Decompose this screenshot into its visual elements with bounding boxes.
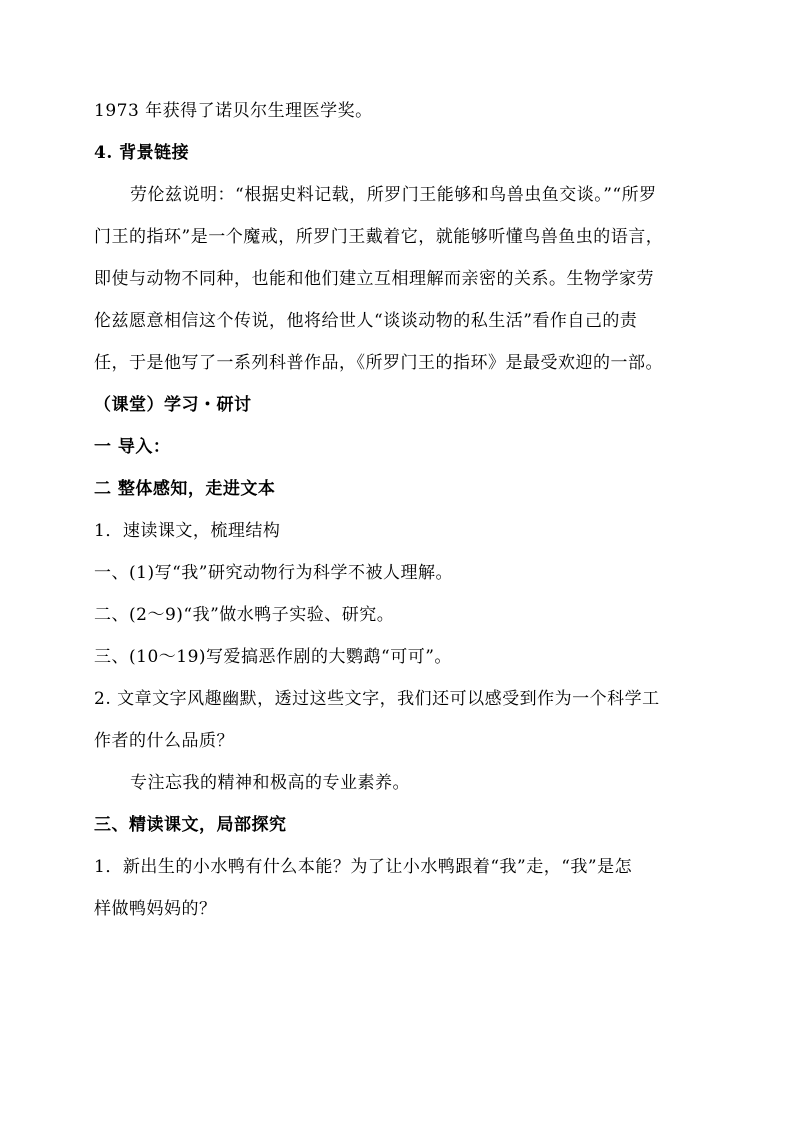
list-item: 三、(10～19)写爱搞恶作剧的大鹦鹉“可可”。 [94,647,452,667]
list-item: 一、(1)写“我”研究动物行为科学不被人理解。 [94,563,453,583]
section-heading: 三、精读课文，局部探究 [94,815,287,835]
section-heading: 二 整体感知，走进文本 [94,479,276,499]
document-page [94,90,706,930]
question-line: 样做鸭妈妈的？ [94,899,217,919]
answer-line: 专注忘我的精神和极高的专业素养。 [130,773,410,793]
paragraph-line: 劳伦兹说明：“根据史料记载，所罗门王能够和鸟兽虫鱼交谈。”“所罗 [130,185,657,205]
paragraph-line: 任，于是他写了一系列科普作品，《所罗门王的指环》是最受欢迎的一部。 [94,353,663,373]
paragraph-line: 门王的指环”是一个魔戒，所罗门王戴着它，就能够听懂鸟兽鱼虫的语言， [94,227,664,247]
question-line: 1．新出生的小水鸭有什么本能？为了让小水鸭跟着“我”走，“我”是怎 [94,857,633,877]
list-item: 二、(2～9)“我”做水鸭子实验、研究。 [94,605,395,625]
section-heading: 一 导入： [94,437,171,457]
list-item: 1．速读课文，梳理结构 [94,521,281,541]
section-heading: （课堂）学习・研讨 [94,395,252,415]
paragraph-line: 即使与动物不同种，也能和他们建立互相理解而亲密的关系。生物学家劳 [94,269,654,289]
section-heading: 4. 背景链接 [94,143,190,163]
question-line: 作者的什么品质？ [94,731,234,751]
paragraph-line: 伦兹愿意相信这个传说，他将给世人“谈谈动物的私生活”看作自己的责 [94,311,638,331]
question-line: 2. 文章文字风趣幽默，透过这些文字，我们还可以感受到作为一个科学工 [94,689,660,709]
text-line: 1973 年获得了诺贝尔生理医学奖。 [94,101,373,121]
